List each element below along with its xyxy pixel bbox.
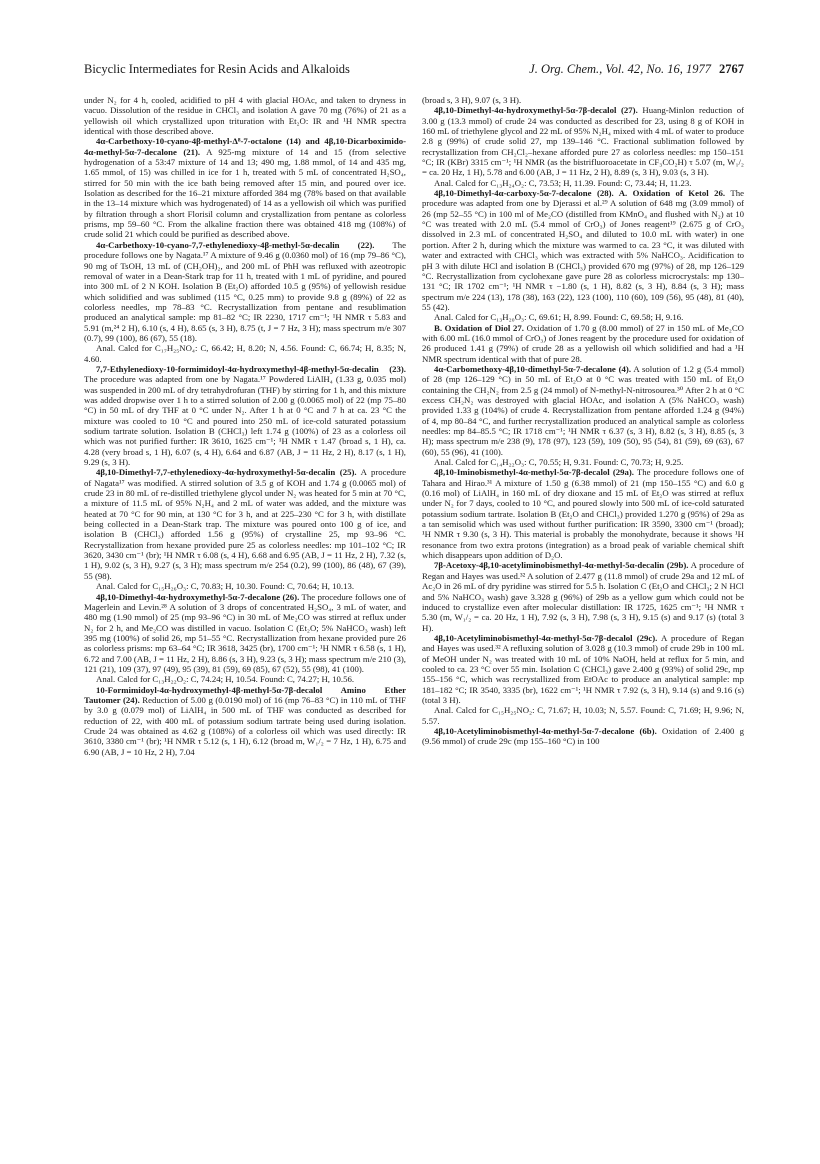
paragraph-text: Oxidation of 2.400 g (9.56 mmol) of crude 29c (mp 155–160 °C) in 100 bbox=[422, 725, 744, 747]
journal-name: J. Org. Chem., Vol. 42, No. 16, 1977 bbox=[529, 62, 711, 76]
paragraph bbox=[84, 240, 406, 343]
paragraph bbox=[422, 633, 744, 705]
paragraph bbox=[422, 95, 744, 105]
paragraph-text: Oxidation of 1.70 g (8.00 mmol) of 27 in 150 mL of Me₂CO with 6.00 mL (16.0 mmol of CrO₃) of Jones reagent by the procedure used for oxidation of 26 produced 1.41 g (79%) of crude 28 as a yellowish oil which solidified and had a ¹H NMR spectrum identical with that of pure 28. bbox=[422, 322, 744, 364]
paragraph bbox=[422, 105, 744, 177]
paragraph-text: A procedure of Nagata¹⁷ was modified. A stirred solution of 3.5 g of KOH and 1.74 g (0.0065 mol) of crude 23 in 80 mL of re-distilled triethylene glycol under N₂ was heated for 5 min at 70 °C, a mixture of 11.5 mL of 95% N₂H₄ and 2 mL of water was added, and the mixture was heated at 70 °C for 90 min, at 130 °C for 3 h, and at 225–230 °C for 3 h, with distillate being collected in a Dean-Stark trap. The mixture was poured onto 100 g of ice, and isolation B (CHCl₃) afforded 1.56 g (95%) of crystalline 25, mp 93–96 °C. Recrystallization from hexane provided pure 25 as colorless needles: mp 101–102 °C; IR 3620, 3430 cm⁻¹ (br); ¹H NMR τ 6.08 (s, 4 H), 6.68 and 6.95 (AB, J = 11 Hz, 2 H), 7.32 (s, 1 H), 9.02 (s, 3 H), 9.27 (s, 3 H); mass spectrum m/e 254 (0.2), 99 (100), 86 (48), 67 (39), 55 (98). bbox=[84, 467, 406, 581]
paragraph-text: Anal. Calcd for C₁₃H₂₂O₂: C, 74.24; H, 10.54. Found: C, 74.27; H, 10.56. bbox=[96, 674, 355, 685]
paragraph-text: The procedure was adapted from one by Djerassi et al.²⁹ A solution of 648 mg (3.09 mmol) of 26 (mp 52–55 °C) in 100 ml of Me₂CO (distilled from KMnO₄ and flushed with N₂) at 10 °C was treated with 2.0 mL (5.4 mmol of CrO₃) of Jones reagent¹⁹ (2.675 g of CrO₃ dissolved in 2.3 mL of concentrated H₂SO₄ and diluted to 10.0 mL with water) in one portion. After 2 h, during which the mixture was warmed to ca. 23 °C, it was diluted with water and extracted with CHCl₃ which was extracted with 5% NaHCO₃. Acidification to pH 3 with dilute HCl and isolation B (CHCl₃) provided 670 mg (97%) of 28, mp 126–129 °C. Recrystallization from cyclohexane gave pure 28 as colorless microcrystals: mp 130–131 °C; IR 1702 cm⁻¹; ¹H NMR τ −1.80 (s, 1 H), 8.82 (s, 3 H), 8.84 (s, 3 H); mass spectrum m/e 224 (13), 178 (38), 163 (22), 123 (100), 110 (60), 109 (56), 95 (48), 81 (40), 55 (42). bbox=[422, 188, 744, 312]
paragraph bbox=[84, 581, 406, 591]
paragraph-text: Anal. Calcd for C₁₃H₂₀O₃: C, 69.61; H, 8.99. Found: C, 69.58; H, 9.16. bbox=[434, 312, 684, 323]
running-header bbox=[84, 62, 744, 82]
paragraph bbox=[422, 726, 744, 747]
compound-heading: 4α-Carbethoxy-10-cyano-4β-methyl-Δ⁸-7-octalone (14) and 4β,10-Dicarboximido-4α-methyl-5α-7-decalone (21). bbox=[84, 136, 406, 157]
journal-citation bbox=[529, 62, 744, 77]
paragraph bbox=[84, 95, 406, 136]
paragraph-text: Huang-Minlon reduction of 3.00 g (13.3 mmol) of crude 24 was conducted as described for 23, using 8 g of KOH in 160 mL of triethylene glycol and 22 mL of 95% N₂H₄ mixed with 4 mL of water to produce 2.8 g (99%) of crude solid 27, mp 139–146 °C. Fractional sublimation followed by recrystallization from CH₂Cl₂–hexane afforded pure 27 as colorless needles: mp 150–151 °C; IR (KBr) 3315 cm⁻¹; ¹H NMR (as the bistrifluoroacetate in CF₃CO₂H) τ 5.07 (m, W₁/₂ = ca. 20 Hz, 1 H), 5.78 and 6.00 (AB, J = 11 Hz, 2 H), 8.89 (s, 3 H), 9.03 (s, 3 H). bbox=[422, 105, 744, 178]
left-column bbox=[84, 95, 406, 1105]
compound-heading: 4β,10-Dimethyl-4α-carboxy-5α-7-decalone (28). A. Oxidation of Ketol 26. bbox=[434, 188, 726, 199]
paragraph-text: A procedure of Regan and Hayes was used.³² A solution of 2.477 g (11.8 mmol) of crude 29a and 12 mL of Ac₂O in 26 mL of dry pyridine was stirred for 5.5 h. Isolation C (Et₂O and CHCl₃; 2 N HCl and 5% NaHCO₃ wash) gave 3.328 g (96%) of 29b as a yellow gum which could not be induced to crystallize even after molecular distillation: IR 1725, 1625 cm⁻¹; ¹H NMR τ 5.30 (m, W₁/₂ = ca. 20 Hz, 1 H), 7.92 (s, 3 H), 7.98 (s, 3 H), 9.15 (s) and 9.17 (s) (total 3 H). bbox=[422, 560, 744, 633]
paragraph-text: The procedure follows one by Nagata.¹⁷ A mixture of 9.46 g (0.0360 mol) of 16 (mp 79–86 °C), 90 mg of TsOH, 13 mL of (CH₂OH)₂, and 200 mL of PhH was refluxed with azeotropic removal of water in a Dean-Stark trap for 11 h, treated with 1 mL of pyridine, and poured into 300 mL of 2 N KOH. Isolation B (Et₂O) afforded 10.5 g (95%) of yellowish residue which solidified and was sublimed (115 °C, 0.25 mm) to provide 9.8 g (89%) of 22 as colorless needles, mp 78–83 °C. Recrystallization from pentane and resublimation produced an analytical sample: mp 81–82 °C; IR 2230, 1717 cm⁻¹; ¹H NMR τ 5.83 and 5.91 (m,²⁴ 2 H), 6.10 (s, 4 H), 8.65 (s, 3 H), 8.75 (t, J = 7 Hz, 3 H); mass spectrum m/e 307 (0.7), 99 (100), 86 (67), 55 (18). bbox=[84, 239, 406, 343]
paragraph bbox=[84, 674, 406, 684]
paragraph bbox=[422, 467, 744, 560]
paragraph-text: under N₂ for 4 h, cooled, acidified to pH 4 with glacial HOAc, and taken to dryness in vacuo. Dissolution of the residue in CHCl₃ and isolation A gave 70 mg (76%) of 21 as a yellowish oil which crystallized upon trituration with Et₂O: IR and ¹H NMR spectra identical with those described above. bbox=[84, 95, 406, 137]
compound-heading: 4β,10-Dimethyl-4α-hydroxymethyl-5α-7β-decalol (27). bbox=[434, 105, 638, 116]
paragraph-text: A solution of 1.2 g (5.4 mmol) of 28 (mp 126–129 °C) in 50 mL of Et₂O at 0 °C was treated with 150 mL of Et₂O containing the CH₂N₂ from 2.5 g (24 mmol) of N-methyl-N-nitrosourea.³⁰ After 2 h at 0 °C excess CH₂N₂ was destroyed with glacial HOAc, and isolation A (5% NaHCO₃ wash) provided 1.33 g (104%) of crude 4. Recrystallization from pentane afforded 1.24 g (94%) of 4, mp 80–84 °C, and further recrystallization produced an analytical sample as colorless needles: mp 84–85.5 °C; IR 1718 cm⁻¹; ¹H NMR τ 6.37 (s, 3 H), 8.82 (s, 3 H), 8.85 (s, 3 H); mass spectrum m/e 238 (9), 178 (97), 123 (59), 109 (50), 95 (54), 81 (59), 69 (63), 67 (60), 55 (96), 41 (100). bbox=[422, 363, 744, 457]
paragraph-text: The procedure was adapted from one by Nagata.¹⁷ Powdered LiAlH₄ (1.33 g, 0.035 mol) was suspended in 200 mL of dry tetrahydrofuran (THF) by stirring for 1 h, and this mixture was added dropwise over 1 h to a stirred solution of 2.00 g (0.0065 mol) of 22 (mp 75–80 °C) in 50 mL of dry THF at 0 °C under N₂. After 1 h at 0 °C and 7 h at ca. 23 °C the mixture was cooled to 10 °C and poured into 250 mL of ice-cold saturated potassium sodium tartrate solution. Isolation B (CHCl₃) left 1.74 g (100%) of 23 as a colorless oil which was not purified further: IR 3610, 1625 cm⁻¹; ¹H NMR τ 1.47 (broad s, 1 H), ca. 4.28 (very broad s, 1 H), 6.07 (s, 4 H), 6.64 and 6.87 (AB, J = 11 Hz, 2 H), 8.17 (s, 1 H), 9.29 (s, 3 H). bbox=[84, 374, 406, 468]
page-number: 2767 bbox=[719, 62, 744, 76]
paragraph-text: A 925-mg mixture of 14 and 15 (from selective hydrogenation of a 53:47 mixture of 14 and 13; 490 mg, 1.88 mmol, of 14 and 435 mg, 1.65 mmol, of 15) was chilled in ice for 1 h, treated with 5 mL of concentrated H₂SO₄, stirred for 50 min with the ice bath being removed after 15 min, and poured over ice. Isolation as described for the 16–21 mixture afforded 384 mg (78% based on that available in the 13–14 mixture which was hydrogenated) of 14 as a yellowish oil which was purified by filtration through a short Florisil column and crystallization from pentane as colorless prisms, mp 59–60 °C. From the alkaline fraction there was obtained 418 mg (108%) of crude solid 21 which could be purified as described above. bbox=[84, 146, 406, 240]
paragraph bbox=[422, 323, 744, 364]
paragraph bbox=[422, 364, 744, 457]
paragraph bbox=[84, 136, 406, 239]
compound-heading: 4α-Carbethoxy-10-cyano-7,7-ethylenedioxy-4β-methyl-5α-decalin (22). bbox=[96, 239, 375, 250]
paragraph-text: A procedure of Regan and Hayes was used.³² A refluxing solution of 3.028 g (10.3 mmol) of crude 29b in 100 mL of MeOH under N₂ was treated with 10 mL of 10% NaOH, held at reflux for 5 min, and cooled to ca. 23 °C over 55 min. Isolation C (CHCl₃) gave 2.400 g (93%) of solid 29c, mp 155–156 °C, which was recrystallized from EtOAc to produce an analytical sample: mp 181–182 °C; IR 3540, 3335 (br), 1622 cm⁻¹; ¹H NMR τ 7.92 (s, 3 H), 9.14 (s) and 9.16 (s) (total 3 H). bbox=[422, 632, 744, 705]
paragraph bbox=[84, 343, 406, 364]
right-column bbox=[422, 95, 744, 1105]
paragraph bbox=[422, 178, 744, 188]
running-title: Bicyclic Intermediates for Resin Acids and Alkaloids bbox=[84, 62, 350, 76]
paragraph-text: Anal. Calcd for C₁₇H₂₅NO₄: C, 66.42; H, 8.20; N, 4.56. Found: C, 66.74; H, 8.35; N, 4.60. bbox=[84, 343, 406, 364]
compound-heading: 4β,10-Acetyliminobismethyl-4α-methyl-5α-7β-decalol (29c). bbox=[434, 632, 658, 643]
paragraph bbox=[422, 457, 744, 467]
compound-heading: 7,7-Ethylenedioxy-10-formimidoyl-4α-hydroxymethyl-4β-methyl-5α-decalin (23). bbox=[96, 363, 406, 374]
compound-heading: 4β,10-Acetyliminobismethyl-4α-methyl-5α-7-decalone (6b). bbox=[434, 725, 657, 736]
paragraph bbox=[422, 705, 744, 726]
paragraph-text: The procedure follows one of Magerlein and Levin.²⁸ A solution of 3 drops of concentrated H₂SO₄, 3 mL of water, and 480 mg (1.90 mmol) of 25 (mp 93–96 °C) in 30 mL of Me₂CO was stirred at reflux under N₂ for 2 h, and Me₂CO was distilled in vacuo. Isolation C (Et₂O; 5% NaHCO₃ wash) left 395 mg (100%) of solid 26, mp 51–55 °C. Recrystallization from hexane provided pure 26 as colorless prisms: mp 63–64 °C; IR 3618, 3425 (br), 1700 cm⁻¹; ¹H NMR τ 6.58 (s, 1 H), 6.72 and 7.00 (AB, J = 11 Hz, 2 H), 8.86 (s, 3 H), 9.23 (s, 3 H); mass spectrum m/e 210 (3), 121 (21), 109 (37), 97 (49), 95 (39), 81 (59), 69 (85), 67 (52), 55 (98), 41 (100). bbox=[84, 591, 406, 674]
paragraph bbox=[84, 364, 406, 467]
compound-heading: B. Oxidation of Diol 27. bbox=[434, 322, 524, 333]
paragraph-text: Anal. Calcd for C₁₅H₂₆O₃: C, 70.83; H, 10.30. Found: C, 70.64; H, 10.13. bbox=[96, 581, 355, 592]
paragraph-text: Reduction of 5.00 g (0.0190 mol) of 16 (mp 76–83 °C) in 110 mL of THF by 3.0 g (0.079 mol) of LiAlH₄ in 500 mL of THF was conducted as described for reduction of 22, with 400 mL of potassium sodium tartrate being used during isolation. Crude 24 was obtained as 4.62 g (108%) of a colorless oil which was used directly: IR 3610, 3380 cm⁻¹ (br); ¹H NMR τ 5.12 (s, 1 H), 6.12 (broad m, W₁/₂ = 7 Hz, 1 H), 6.75 and 6.90 (AB, J = 10 Hz, 2 H), 7.04 bbox=[84, 694, 406, 757]
paragraph bbox=[422, 560, 744, 632]
paragraph-text: Anal. Calcd for C₁₄H₂₂O₃: C, 70.55; H, 9.31. Found: C, 70.73; H, 9.25. bbox=[434, 457, 684, 468]
paragraph bbox=[84, 685, 406, 757]
paragraph-text: (broad s, 3 H), 9.07 (s, 3 H). bbox=[422, 95, 522, 105]
compound-heading: 7β-Acetoxy-4β,10-acetyliminobismethyl-4α-methyl-5α-decalin (29b). bbox=[434, 560, 689, 571]
paragraph-text: Anal. Calcd for C₁₃H₂₄O₂: C, 73.53; H, 11.39. Found: C, 73.44; H, 11.23. bbox=[434, 177, 692, 188]
paragraph-text: Anal. Calcd for C₁₅H₂₅NO₂: C, 71.67; H, 10.03; N, 5.57. Found: C, 71.69; H, 9.96; N, 5.57. bbox=[422, 705, 744, 726]
paragraph bbox=[84, 467, 406, 581]
paragraph bbox=[422, 312, 744, 322]
compound-heading: 4β,10-Dimethyl-7,7-ethylenedioxy-4α-hydroxymethyl-5α-decalin (25). bbox=[96, 467, 357, 478]
paragraph-text: The procedure follows one of Tahara and Hirao.³¹ A mixture of 1.50 g (6.38 mmol) of 21 (mp 150–155 °C) and 6.0 g (0.16 mol) of LiAlH₄ in 160 mL of dry dioxane and 15 mL of Et₂O was stirred at reflux under N₂ for 7 days, cooled to 10 °C, and poured slowly into 500 mL of ice-cold saturated potassium sodium tartrate. Isolation B (Et₂O and CHCl₃) provided 1.270 g (95%) of 29a as a tan semisolid which was used without further purification: IR 3590, 3300 cm⁻¹ (broad); ¹H NMR τ 9.30 (s, 3 H). This material is probably the monohydrate, because it shows ¹H resonance from two extra protons (integration) as a broad peak of variable chemical shift which disappears upon addition of D₂O. bbox=[422, 467, 744, 561]
paragraph bbox=[84, 592, 406, 675]
compound-heading: 4β,10-Iminobismethyl-4α-methyl-5α-7β-decalol (29a). bbox=[434, 467, 634, 478]
compound-heading: 4β,10-Dimethyl-4α-hydroxymethyl-5α-7-decalone (26). bbox=[96, 591, 300, 602]
compound-heading: 4α-Carbomethoxy-4β,10-dimethyl-5α-7-decalone (4). bbox=[434, 363, 632, 374]
paragraph bbox=[422, 188, 744, 312]
compound-heading: 10-Formimidoyl-4α-hydroxymethyl-4β-methyl-5α-7β-decalol Amino Ether Tautomer (24). bbox=[84, 684, 406, 705]
